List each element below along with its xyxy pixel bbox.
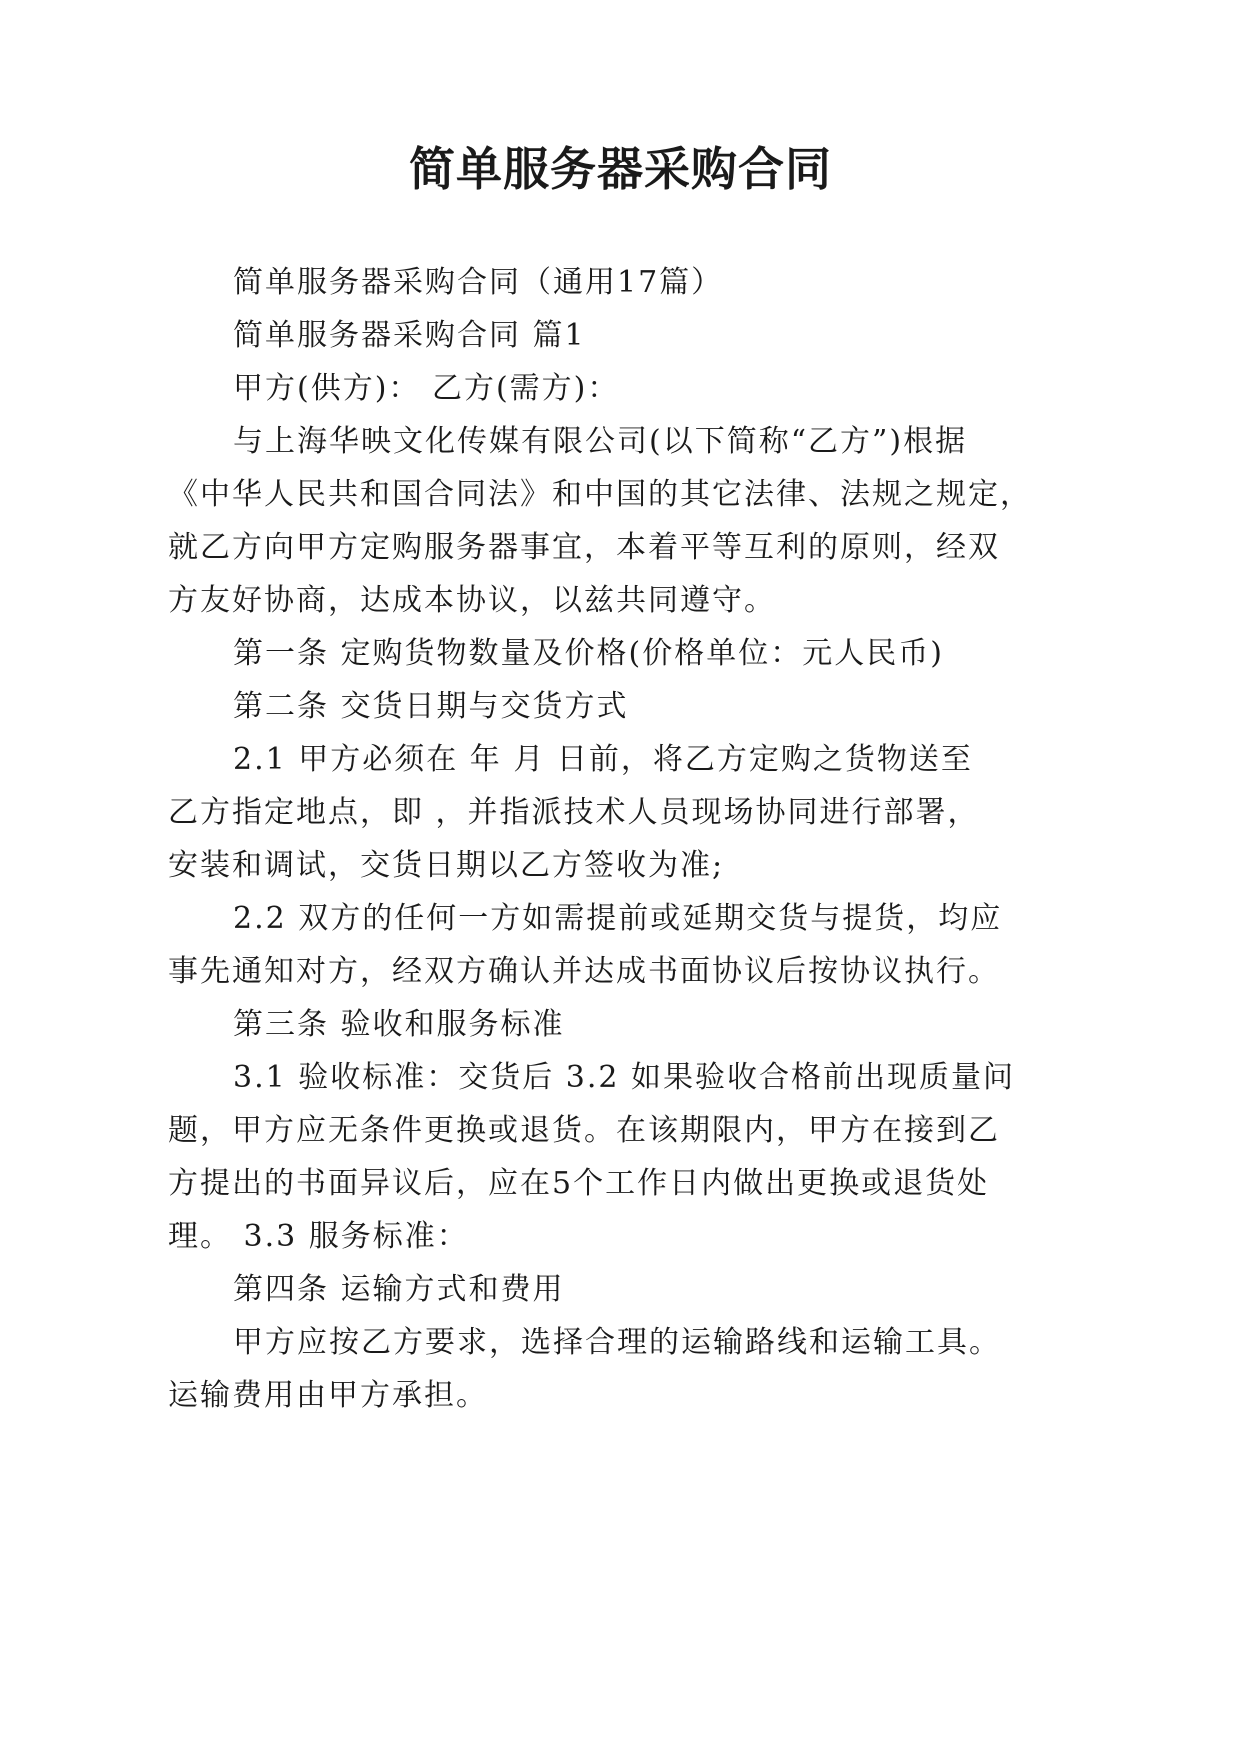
clause-line: 方提出的书面异议后，应在5个工作日内做出更换或退货处 [168,1166,990,1201]
clause-line: 2.1 甲方必须在 年 月 日前，将乙方定购之货物送至 [233,742,973,777]
document-title: 简单服务器采购合同 [409,142,832,196]
clause-line: 事先通知对方，经双方确认并达成书面协议后按协议执行。 [168,954,1000,989]
article-heading: 第三条 验收和服务标准 [233,1007,565,1042]
article-heading: 第四条 运输方式和费用 [233,1272,565,1307]
clause-line: 理。 3.3 服务标准： [168,1219,469,1254]
clause-line: 2.2 双方的任何一方如需提前或延期交货与提货，均应 [233,901,1003,936]
clause-line: 题，甲方应无条件更换或退货。在该期限内，甲方在接到乙 [168,1113,1000,1148]
parties-line: 甲方(供方)： 乙方(需方)： [233,371,620,406]
clause-line: 运输费用由甲方承担。 [168,1378,488,1413]
paragraph-line: 就乙方向甲方定购服务器事宜，本着平等互利的原则，经双 [168,530,1000,565]
clause-line: 3.1 验收标准：交货后 3.2 如果验收合格前出现质量问 [233,1060,1016,1095]
subtitle-line: 简单服务器采购合同（通用17篇） [233,265,724,300]
clause-line: 乙方指定地点，即 ，并指派技术人员现场协同进行部署， [168,795,980,830]
paragraph-line: 《中华人民共和国合同法》和中国的其它法律、法规之规定， [168,477,1032,512]
section-heading: 简单服务器采购合同 篇1 [233,318,586,353]
clause-line: 安装和调试，交货日期以乙方签收为准; [168,848,725,883]
article-heading: 第二条 交货日期与交货方式 [233,689,629,724]
article-heading: 第一条 定购货物数量及价格(价格单位：元人民币) [233,636,944,671]
paragraph-line: 方友好协商，达成本协议，以兹共同遵守。 [168,583,776,618]
paragraph-line: 与上海华映文化传媒有限公司(以下简称“乙方”)根据 [233,424,968,459]
clause-line: 甲方应按乙方要求，选择合理的运输路线和运输工具。 [233,1325,1001,1360]
